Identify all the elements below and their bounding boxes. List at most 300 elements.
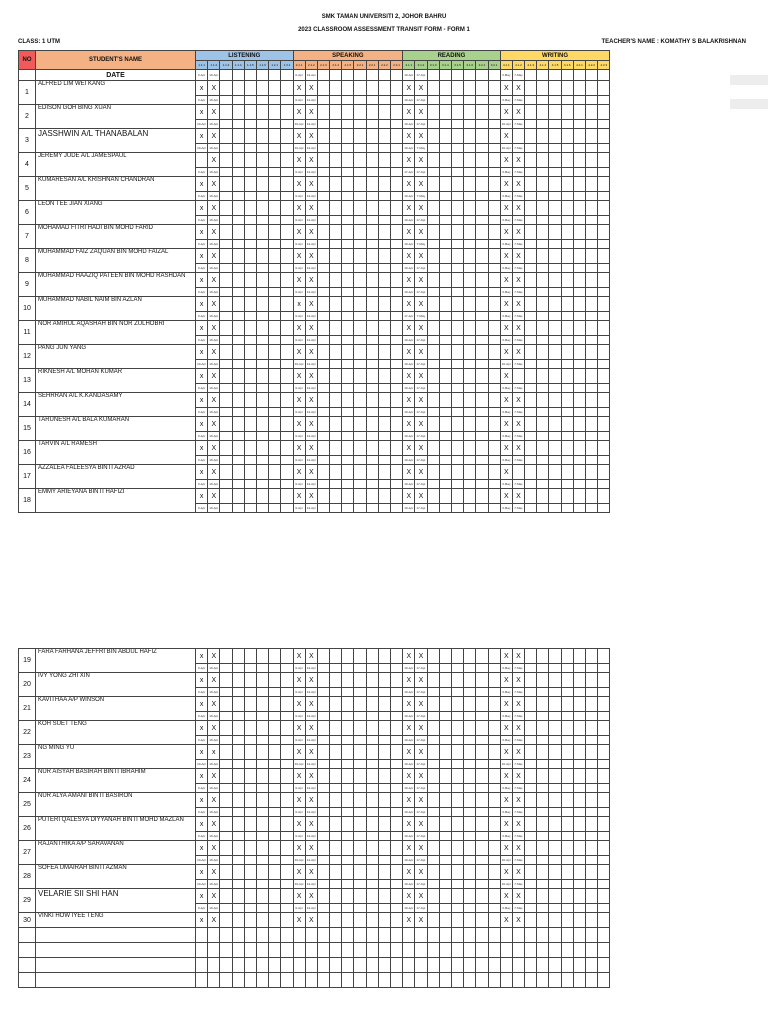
mark-cell bbox=[281, 249, 293, 264]
student-no: 5 bbox=[19, 177, 36, 201]
date-cell bbox=[451, 688, 463, 697]
mark-cell bbox=[439, 793, 451, 808]
mark-cell bbox=[244, 153, 256, 168]
date-cell bbox=[537, 96, 549, 105]
date-cell bbox=[598, 192, 610, 201]
date-cell bbox=[573, 408, 585, 417]
mark-cell: X bbox=[403, 273, 415, 288]
mark-cell: x bbox=[196, 225, 208, 240]
mark-cell bbox=[427, 177, 439, 192]
date-cell: 13-Apr bbox=[305, 504, 317, 513]
date-cell bbox=[317, 760, 329, 769]
date-cell bbox=[586, 856, 598, 865]
date-cell bbox=[281, 120, 293, 129]
date-cell bbox=[378, 712, 390, 721]
date-cell bbox=[269, 168, 281, 177]
mark-cell bbox=[256, 105, 268, 120]
mark-cell: X bbox=[415, 769, 427, 784]
date-cell bbox=[354, 144, 366, 153]
mark-cell bbox=[573, 745, 585, 760]
mark-cell bbox=[317, 649, 329, 664]
date-cell bbox=[439, 70, 451, 81]
mark-cell bbox=[244, 105, 256, 120]
empty-cell bbox=[196, 943, 208, 958]
mark-cell bbox=[256, 153, 268, 168]
empty-cell bbox=[196, 958, 208, 973]
empty-cell bbox=[561, 928, 573, 943]
empty-cell bbox=[391, 958, 403, 973]
date-cell bbox=[598, 144, 610, 153]
date-cell bbox=[232, 336, 244, 345]
mark-cell bbox=[586, 745, 598, 760]
mark-cell bbox=[476, 105, 488, 120]
date-cell bbox=[525, 664, 537, 673]
date-cell bbox=[330, 144, 342, 153]
mark-cell bbox=[269, 793, 281, 808]
mark-cell: X bbox=[293, 201, 305, 216]
date-cell: 10-Apr bbox=[403, 880, 415, 889]
date-cell bbox=[451, 832, 463, 841]
date-cell bbox=[256, 832, 268, 841]
empty-cell bbox=[427, 973, 439, 988]
date-cell: 17-Apr bbox=[415, 336, 427, 345]
date-cell bbox=[476, 144, 488, 153]
mark-cell: X bbox=[512, 249, 524, 264]
date-cell bbox=[451, 504, 463, 513]
date-cell bbox=[488, 96, 500, 105]
student-row bbox=[19, 697, 610, 712]
mark-cell bbox=[464, 489, 476, 504]
mark-cell bbox=[269, 817, 281, 832]
date-cell bbox=[330, 736, 342, 745]
date-cell: 10-Apr bbox=[208, 408, 220, 417]
date-cell bbox=[573, 96, 585, 105]
date-cell bbox=[439, 808, 451, 817]
mark-cell bbox=[256, 817, 268, 832]
date-cell bbox=[244, 264, 256, 273]
mark-cell bbox=[256, 345, 268, 360]
mark-cell bbox=[586, 345, 598, 360]
mark-cell bbox=[488, 793, 500, 808]
date-cell bbox=[232, 168, 244, 177]
empty-cell bbox=[305, 943, 317, 958]
date-cell bbox=[525, 216, 537, 225]
mark-cell bbox=[598, 889, 610, 904]
date-cell bbox=[427, 856, 439, 865]
date-cell bbox=[391, 384, 403, 393]
date-cell bbox=[537, 504, 549, 513]
mark-cell bbox=[342, 273, 354, 288]
mark-cell: X bbox=[403, 865, 415, 880]
date-cell bbox=[317, 456, 329, 465]
mark-cell bbox=[573, 249, 585, 264]
mark-cell bbox=[439, 913, 451, 928]
mark-cell bbox=[549, 81, 561, 96]
date-cell bbox=[391, 480, 403, 489]
mark-cell bbox=[439, 673, 451, 688]
mark-cell bbox=[573, 817, 585, 832]
mark-cell bbox=[488, 889, 500, 904]
mark-cell bbox=[488, 345, 500, 360]
date-cell bbox=[269, 240, 281, 249]
mark-cell: X bbox=[500, 913, 512, 928]
skill-code-header: 1.3.1 bbox=[281, 61, 293, 70]
date-cell bbox=[439, 216, 451, 225]
date-cell bbox=[586, 664, 598, 673]
date-cell bbox=[488, 760, 500, 769]
date-cell: 3-Apr bbox=[196, 456, 208, 465]
mark-cell bbox=[330, 297, 342, 312]
mark-cell: X bbox=[500, 249, 512, 264]
date-cell bbox=[451, 288, 463, 297]
date-cell bbox=[256, 264, 268, 273]
student-row bbox=[19, 417, 610, 432]
date-cell bbox=[451, 712, 463, 721]
student-row bbox=[19, 81, 610, 96]
date-cell bbox=[427, 688, 439, 697]
mark-cell bbox=[451, 817, 463, 832]
mark-cell: X bbox=[293, 889, 305, 904]
date-cell bbox=[573, 880, 585, 889]
mark-cell bbox=[354, 889, 366, 904]
mark-cell: X bbox=[305, 201, 317, 216]
empty-cell bbox=[537, 973, 549, 988]
mark-cell bbox=[573, 273, 585, 288]
date-cell bbox=[281, 760, 293, 769]
empty-cell bbox=[256, 943, 268, 958]
date-cell bbox=[232, 216, 244, 225]
mark-cell bbox=[269, 769, 281, 784]
date-cell bbox=[269, 384, 281, 393]
student-name: KUMARESAN A/L KRISHNAN CHANDRAN bbox=[36, 177, 196, 201]
date-cell bbox=[598, 432, 610, 441]
date-cell: 3-May bbox=[500, 480, 512, 489]
date-cell bbox=[330, 904, 342, 913]
mark-cell bbox=[220, 817, 232, 832]
mark-cell bbox=[220, 673, 232, 688]
mark-cell bbox=[427, 841, 439, 856]
date-cell bbox=[391, 760, 403, 769]
date-cell bbox=[317, 664, 329, 673]
date-cell: 13-Apr bbox=[305, 216, 317, 225]
date-cell bbox=[561, 384, 573, 393]
mark-cell: X bbox=[208, 393, 220, 408]
date-cell bbox=[451, 96, 463, 105]
skill-code-header: 2.1.3 bbox=[317, 61, 329, 70]
empty-cell bbox=[244, 928, 256, 943]
date-cell: 10-Apr bbox=[403, 808, 415, 817]
date-cell bbox=[281, 408, 293, 417]
assessment-table-page-2 bbox=[18, 648, 610, 988]
mark-cell: X bbox=[512, 913, 524, 928]
date-cell bbox=[549, 384, 561, 393]
mark-cell bbox=[366, 793, 378, 808]
date-cell bbox=[525, 120, 537, 129]
date-cell: 10-Apr bbox=[403, 832, 415, 841]
date-cell bbox=[317, 784, 329, 793]
empty-cell bbox=[415, 958, 427, 973]
mark-cell bbox=[378, 393, 390, 408]
mark-cell bbox=[391, 105, 403, 120]
mark-cell bbox=[342, 841, 354, 856]
student-row bbox=[19, 913, 610, 928]
date-cell bbox=[476, 760, 488, 769]
date-cell bbox=[525, 808, 537, 817]
date-cell: 10-Apr bbox=[208, 312, 220, 321]
gray-strip bbox=[730, 99, 768, 109]
mark-cell bbox=[269, 81, 281, 96]
mark-cell bbox=[439, 489, 451, 504]
date-cell bbox=[220, 832, 232, 841]
mark-cell bbox=[464, 889, 476, 904]
mark-cell bbox=[232, 721, 244, 736]
date-cell bbox=[537, 736, 549, 745]
mark-cell bbox=[220, 441, 232, 456]
mark-cell: X bbox=[208, 225, 220, 240]
mark-cell bbox=[525, 465, 537, 480]
mark-cell bbox=[366, 649, 378, 664]
mark-cell bbox=[439, 225, 451, 240]
date-cell bbox=[256, 216, 268, 225]
mark-cell bbox=[281, 769, 293, 784]
skill-code-header: 2.3.1 bbox=[391, 61, 403, 70]
mark-cell bbox=[549, 865, 561, 880]
date-cell bbox=[439, 312, 451, 321]
date-cell: 7-May bbox=[512, 456, 524, 465]
mark-cell bbox=[391, 417, 403, 432]
mark-cell bbox=[537, 465, 549, 480]
mark-cell bbox=[330, 345, 342, 360]
date-cell: 3-Apr bbox=[196, 240, 208, 249]
date-cell bbox=[391, 808, 403, 817]
skill-code-header: 2.1.2 bbox=[305, 61, 317, 70]
empty-cell bbox=[500, 928, 512, 943]
mark-cell bbox=[549, 393, 561, 408]
date-cell bbox=[317, 880, 329, 889]
date-cell bbox=[256, 360, 268, 369]
date-cell bbox=[476, 264, 488, 273]
mark-cell: X bbox=[293, 105, 305, 120]
skill-code-header: 1.1.6 bbox=[256, 61, 268, 70]
mark-cell bbox=[451, 913, 463, 928]
mark-cell bbox=[464, 673, 476, 688]
mark-cell bbox=[476, 465, 488, 480]
empty-cell bbox=[342, 973, 354, 988]
mark-cell bbox=[525, 817, 537, 832]
mark-cell bbox=[281, 721, 293, 736]
mark-cell bbox=[391, 745, 403, 760]
mark-cell bbox=[281, 153, 293, 168]
date-cell bbox=[281, 736, 293, 745]
mark-cell bbox=[488, 697, 500, 712]
mark-cell: X bbox=[293, 249, 305, 264]
mark-cell bbox=[537, 249, 549, 264]
date-cell bbox=[244, 216, 256, 225]
mark-cell bbox=[573, 841, 585, 856]
mark-cell bbox=[427, 817, 439, 832]
date-cell bbox=[573, 688, 585, 697]
date-cell bbox=[391, 192, 403, 201]
mark-cell bbox=[244, 441, 256, 456]
date-cell bbox=[573, 70, 585, 81]
date-cell bbox=[256, 784, 268, 793]
date-cell bbox=[256, 480, 268, 489]
date-cell bbox=[354, 336, 366, 345]
date-cell bbox=[256, 688, 268, 697]
mark-cell bbox=[476, 201, 488, 216]
date-cell bbox=[549, 712, 561, 721]
date-cell bbox=[366, 192, 378, 201]
mark-cell: X bbox=[305, 841, 317, 856]
date-cell bbox=[439, 904, 451, 913]
mark-cell: X bbox=[512, 225, 524, 240]
date-cell bbox=[330, 504, 342, 513]
date-cell bbox=[476, 432, 488, 441]
school-title: SMK TAMAN UNIVERSITI 2, JOHOR BAHRU bbox=[321, 14, 447, 20]
date-cell bbox=[598, 904, 610, 913]
date-cell bbox=[549, 808, 561, 817]
empty-cell bbox=[464, 928, 476, 943]
mark-cell bbox=[451, 225, 463, 240]
mark-cell bbox=[549, 249, 561, 264]
date-cell: 3-May bbox=[500, 904, 512, 913]
date-cell: 7-May bbox=[512, 832, 524, 841]
date-cell bbox=[464, 856, 476, 865]
mark-cell: X bbox=[305, 489, 317, 504]
date-cell: 3-May bbox=[500, 312, 512, 321]
date-cell bbox=[439, 880, 451, 889]
mark-cell bbox=[427, 889, 439, 904]
student-no: 17 bbox=[19, 465, 36, 489]
mark-cell bbox=[342, 225, 354, 240]
mark-cell: X bbox=[403, 321, 415, 336]
date-cell bbox=[342, 808, 354, 817]
section-header-listening: LISTENING bbox=[196, 51, 294, 61]
date-cell bbox=[269, 688, 281, 697]
date-cell bbox=[549, 240, 561, 249]
date-cell bbox=[537, 264, 549, 273]
mark-cell bbox=[232, 745, 244, 760]
empty-cell bbox=[36, 958, 196, 973]
mark-cell: X bbox=[512, 105, 524, 120]
empty-cell bbox=[439, 928, 451, 943]
mark-cell bbox=[317, 793, 329, 808]
date-cell: 17-Apr bbox=[415, 664, 427, 673]
mark-cell bbox=[464, 465, 476, 480]
date-cell bbox=[598, 336, 610, 345]
mark-cell: X bbox=[403, 769, 415, 784]
date-cell bbox=[427, 120, 439, 129]
empty-cell bbox=[244, 958, 256, 973]
mark-cell: X bbox=[208, 841, 220, 856]
date-cell bbox=[549, 784, 561, 793]
student-no: 22 bbox=[19, 721, 36, 745]
date-cell bbox=[464, 688, 476, 697]
mark-cell bbox=[586, 769, 598, 784]
student-row bbox=[19, 489, 610, 504]
mark-cell: X bbox=[403, 297, 415, 312]
mark-cell bbox=[220, 697, 232, 712]
mark-cell bbox=[476, 817, 488, 832]
mark-cell bbox=[269, 393, 281, 408]
mark-cell bbox=[232, 249, 244, 264]
mark-cell bbox=[537, 793, 549, 808]
skill-code-header: 1.1.3 bbox=[220, 61, 232, 70]
mark-cell bbox=[598, 249, 610, 264]
mark-cell bbox=[281, 369, 293, 384]
date-cell: 10-Apr bbox=[208, 904, 220, 913]
date-cell bbox=[330, 96, 342, 105]
date-cell bbox=[525, 784, 537, 793]
date-cell bbox=[586, 808, 598, 817]
mark-cell: X bbox=[293, 369, 305, 384]
mark-cell bbox=[525, 673, 537, 688]
student-row bbox=[19, 177, 610, 192]
date-cell bbox=[220, 880, 232, 889]
mark-cell: X bbox=[500, 105, 512, 120]
mark-cell bbox=[281, 841, 293, 856]
date-cell bbox=[330, 784, 342, 793]
mark-cell: X bbox=[208, 273, 220, 288]
date-cell: 6-Apr bbox=[293, 216, 305, 225]
mark-cell bbox=[391, 489, 403, 504]
mark-cell bbox=[476, 297, 488, 312]
date-cell: 13-Apr bbox=[305, 880, 317, 889]
mark-cell: X bbox=[305, 225, 317, 240]
date-cell bbox=[586, 264, 598, 273]
mark-cell bbox=[427, 369, 439, 384]
mark-cell bbox=[586, 865, 598, 880]
mark-cell bbox=[269, 345, 281, 360]
empty-cell bbox=[281, 958, 293, 973]
date-cell bbox=[439, 240, 451, 249]
mark-cell bbox=[451, 673, 463, 688]
date-cell bbox=[451, 70, 463, 81]
mark-cell bbox=[244, 81, 256, 96]
date-cell: 6-Apr bbox=[293, 408, 305, 417]
mark-cell bbox=[598, 769, 610, 784]
mark-cell: X bbox=[293, 177, 305, 192]
mark-cell: x bbox=[196, 913, 208, 928]
date-cell bbox=[451, 384, 463, 393]
mark-cell bbox=[561, 153, 573, 168]
mark-cell bbox=[464, 417, 476, 432]
mark-cell bbox=[537, 105, 549, 120]
mark-cell bbox=[451, 201, 463, 216]
mark-cell bbox=[464, 793, 476, 808]
student-row bbox=[19, 249, 610, 264]
date-cell bbox=[317, 168, 329, 177]
date-cell bbox=[330, 264, 342, 273]
date-cell bbox=[427, 288, 439, 297]
date-cell bbox=[573, 168, 585, 177]
date-cell: 17-Apr bbox=[415, 880, 427, 889]
date-cell bbox=[598, 664, 610, 673]
date-cell: 7-May bbox=[512, 664, 524, 673]
date-cell: 10-Apr bbox=[403, 480, 415, 489]
mark-cell: X bbox=[415, 249, 427, 264]
skill-code-header: 2.1.5 bbox=[342, 61, 354, 70]
date-cell bbox=[561, 336, 573, 345]
date-cell: 17-Apr bbox=[415, 96, 427, 105]
no-cell bbox=[19, 70, 36, 81]
mark-cell bbox=[586, 177, 598, 192]
date-cell: 7-May bbox=[512, 120, 524, 129]
date-cell: 3-May bbox=[500, 808, 512, 817]
date-cell bbox=[464, 880, 476, 889]
date-cell bbox=[342, 432, 354, 441]
date-cell: 17-Apr bbox=[403, 168, 415, 177]
